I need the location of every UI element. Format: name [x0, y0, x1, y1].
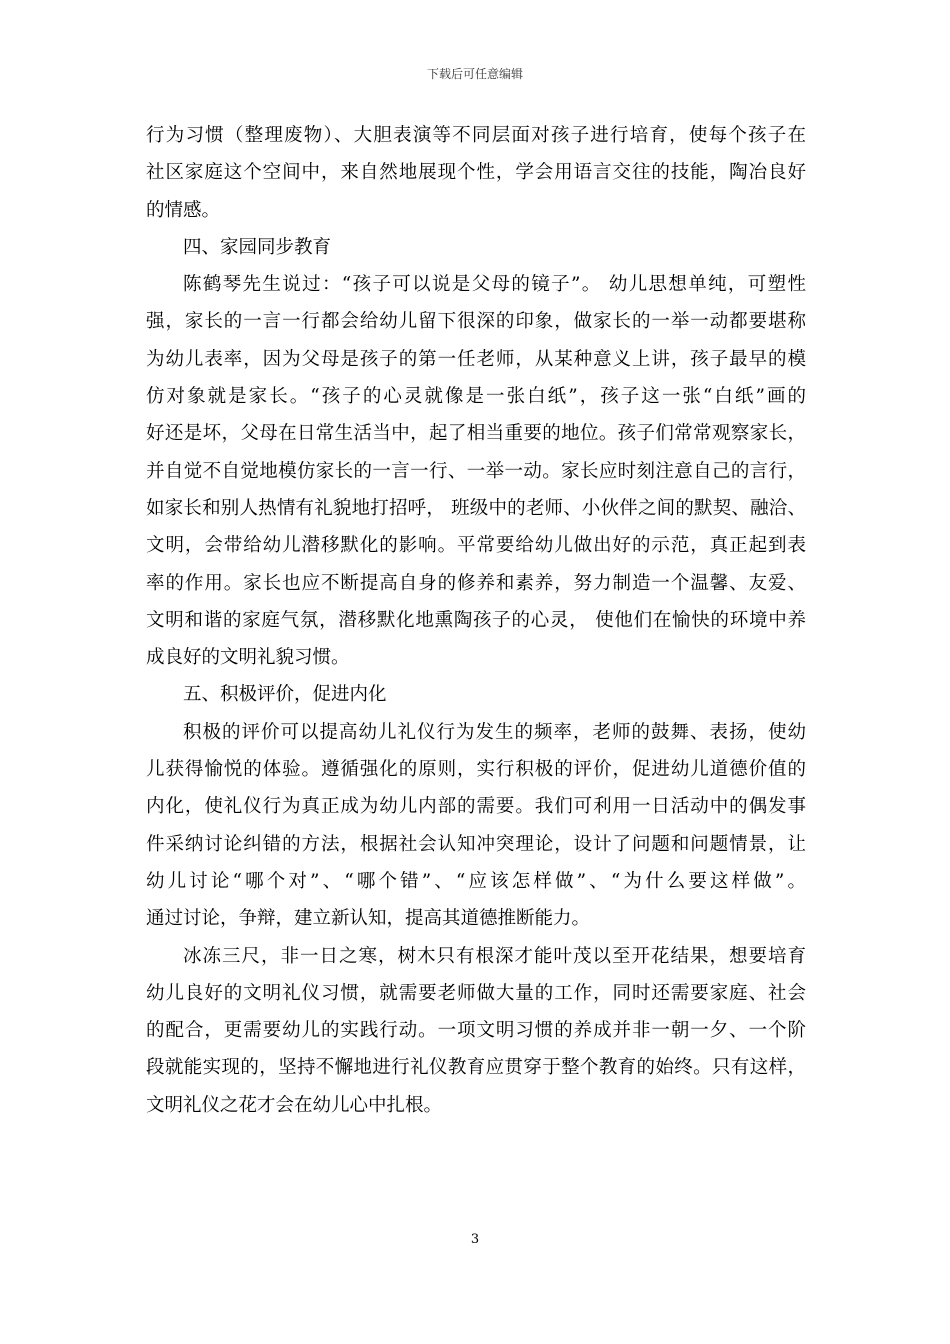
text-line: 幼儿讨论“哪个对”、“哪个错”、“应该怎样做”、“为什么要这样做”。 — [146, 870, 806, 892]
text-line: 并自觉不自觉地模仿家长的一言一行、一举一动。家长应时刻注意自己的言行， — [146, 460, 806, 482]
text-line: 好还是坏，父母在日常生活当中，起了相当重要的地位。孩子们常常观察家长， — [146, 423, 806, 445]
text-line: 为幼儿表率，因为父母是孩子的第一任老师，从某种意义上讲，孩子最早的模 — [146, 348, 806, 370]
text-line: 冰冻三尺，非一日之寒，树木只有根深才能叶茂以至开花结果，想要培育 — [183, 945, 806, 967]
text-line: 段就能实现的，坚持不懈地进行礼仪教育应贯穿于整个教育的始终。只有这样， — [146, 1057, 806, 1079]
text-line: 行为习惯（整理废物）、大胆表演等不同层面对孩子进行培育，使每个孩子在 — [146, 125, 806, 146]
text-line: 成良好的文明礼貌习惯。 — [146, 647, 350, 669]
text-line: 儿获得愉悦的体验。遵循强化的原则，实行积极的评价，促进幼儿道德价值的 — [146, 759, 806, 781]
page-number: 3 — [470, 1232, 480, 1247]
text-line: 四、家园同步教育 — [183, 236, 332, 258]
document-body — [146, 117, 806, 1124]
text-line: 的配合，更需要幼儿的实践行动。一项文明习惯的养成并非一朝一夕、一个阶 — [146, 1020, 806, 1042]
text-line: 通过讨论，争辩，建立新认知，提高其道德推断能力。 — [146, 908, 591, 930]
text-line: 五、积极评价，促进内化 — [183, 684, 387, 706]
text-line: 积极的评价可以提高幼儿礼仪行为发生的频率，老师的鼓舞、表扬，使幼 — [183, 721, 806, 743]
text-line: 件采纳讨论纠错的方法，根据社会认知冲突理论，设计了问题和问题情景，让 — [146, 833, 806, 855]
text-line: 社区家庭这个空间中，来自然地展现个性，学会用语言交往的技能，陶冶良好 — [146, 162, 806, 184]
text-line: 如家长和别人热情有礼貌地打招呼， 班级中的老师、小伙伴之间的默契、融洽、 — [146, 497, 806, 519]
text-line: 文明，会带给幼儿潜移默化的影响。平常要给幼儿做出好的示范，真正起到表 — [146, 535, 806, 557]
text-line: 率的作用。家长也应不断提高自身的修养和素养，努力制造一个温馨、友爱、 — [146, 572, 806, 594]
text-line: 文明和谐的家庭气氛，潜移默化地熏陶孩子的心灵， 使他们在愉快的环境中养 — [146, 609, 806, 631]
text-line: 仿对象就是家长。“孩子的心灵就像是一张白纸”，孩子这一张“白纸”画的 — [146, 386, 806, 408]
text-line: 内化，使礼仪行为真正成为幼儿内部的需要。我们可利用一日活动中的偶发事 — [146, 796, 806, 818]
text-line: 的情感。 — [146, 199, 221, 221]
page-header: 下载后可任意编辑 — [426, 67, 523, 81]
text-line: 文明礼仪之花才会在幼儿心中扎根。 — [146, 1094, 443, 1116]
text-line: 强，家长的一言一行都会给幼儿留下很深的印象，做家长的一举一动都要堪称 — [146, 311, 806, 333]
text-line: 陈鹤琴先生说过：“孩子可以说是父母的镜子”。 幼儿思想单纯，可塑性 — [183, 274, 806, 296]
text-line: 幼儿良好的文明礼仪习惯，就需要老师做大量的工作，同时还需要家庭、社会 — [146, 982, 806, 1004]
